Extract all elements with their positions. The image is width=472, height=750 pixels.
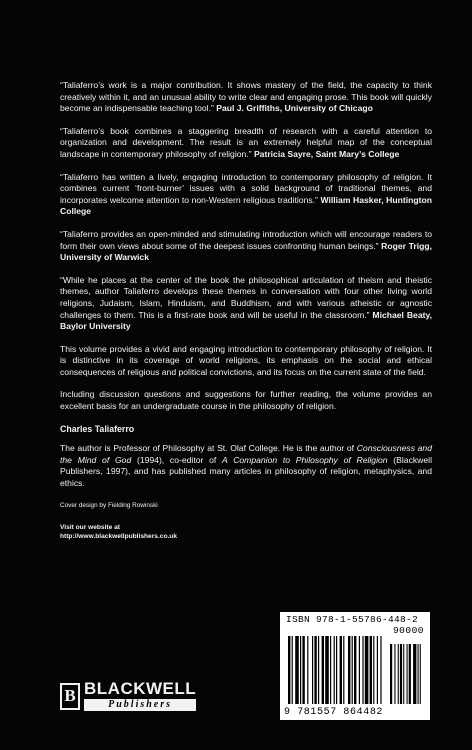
author-name: Charles Taliaferro	[60, 423, 135, 434]
barcode-bar	[340, 636, 342, 704]
addon-bar	[413, 644, 416, 704]
barcode-bar	[314, 636, 316, 704]
addon-bar	[398, 644, 399, 704]
book-title: A Companion to Philosophy of Religion	[222, 454, 388, 465]
publisher-subtitle: Publishers	[84, 699, 196, 711]
website-label: Visit our website at	[60, 524, 120, 532]
barcode-bar	[322, 636, 324, 704]
barcode-bars	[286, 626, 424, 706]
blurb-attribution: William Hasker, Huntington College	[60, 194, 432, 217]
blurb-attribution: Patricia Sayre, Saint Mary’s College	[253, 148, 400, 159]
description-paragraph: This volume provides a vivid and engaging introduction to contemporary philosophy of religion. It is distinctive in its coverage of world religions, its emphasis on the social and ethical consequences of religious and political convictions, and its focus on the current state of the field.	[60, 343, 432, 377]
blurb-3: “Taliaferro has written a lively, engaging introduction to contemporary philosophy of religion. It combines current ‘front-burner’ issues with a solid background of traditional themes, and incorporates welcome attention to non-Western religious traditions.” William Hasker, Huntington College	[60, 171, 432, 217]
barcode-bar	[377, 636, 378, 704]
barcode-bar	[373, 636, 374, 704]
publisher-logo-mark: B	[60, 683, 80, 710]
barcode-bar	[302, 636, 304, 704]
barcode	[280, 612, 430, 720]
barcode-bar	[312, 636, 313, 704]
barcode-bar	[365, 636, 369, 704]
barcode-bar	[336, 636, 337, 704]
barcode-bar	[380, 636, 381, 704]
blurb-1: “Taliaferro’s work is a major contribution. It shows mastery of the field, the capacity to think creatively within it, and an unusual ability to write clear and engaging prose. This book will quickly become an indispensable teaching tool.” Paul J. Griffiths, University of Chicago	[60, 80, 432, 114]
blurb-attribution: Roger Trigg, University of Warwick	[60, 240, 432, 263]
ean-number: 9 781557 864482	[284, 707, 384, 718]
barcode-bar	[343, 636, 344, 704]
price-addon: 90000	[392, 625, 424, 636]
author-bio: The author is Professor of Philosophy at St. Olaf College. He is the author of Consciousness and the Mind of God (1994), co-editor of A Companion to Philosophy of Religion (Blackwell Publishers, 1997), and has published many articles in philosophy of religion, metaphysics, and ethics.	[60, 443, 432, 489]
barcode-bar	[359, 636, 360, 704]
barcode-bar	[362, 636, 363, 704]
cover-design-credit: Cover design by Fielding Rowinski	[60, 501, 158, 509]
barcode-bar	[334, 636, 335, 704]
website-url[interactable]: http://www.blackwellpublishers.co.uk	[60, 533, 177, 541]
blurb-4: “Taliaferro provides an open-minded and stimulating introduction which will encourage readers to form their own views about some of the deepest issues confronting human beings.” Roger Trigg, University of Warwick	[60, 228, 432, 263]
barcode-bar	[348, 636, 350, 704]
description-paragraph: Including discussion questions and suggestions for further reading, the volume provides an excellent basis for an undergraduate course in the philosophy of religion.	[60, 389, 432, 412]
addon-bar	[403, 644, 404, 704]
barcode-bar	[300, 636, 301, 704]
addon-bar	[400, 644, 402, 704]
barcode-bar	[318, 636, 319, 704]
barcode-bar	[330, 636, 331, 704]
barcode-bar	[370, 636, 372, 704]
barcode-bar	[352, 636, 353, 704]
barcode-bar	[288, 636, 290, 704]
blurb-5: “While he places at the center of the book the philosophical articulation of theism and theistic themes, author Taliaferro develops these themes in conversation with four other living world religions, Judaism, Islam, Hinduism, and Buddhism, and with various atheistic or agnostic challenges to them. This is a first-rate book and will be useful in the classroom.” Michael Beaty, Baylor University	[60, 274, 432, 332]
back-cover-text	[60, 80, 432, 541]
barcode-bar	[354, 636, 356, 704]
barcode-bar	[295, 636, 299, 704]
blurb-2: “Taliaferro’s book combines a staggering breadth of research with a careful attention to organization and development. The result is an extremely helpful map of the conceptual landscape in contemporary philosophy of religion.” Patricia Sayre, Saint Mary’s College	[60, 125, 432, 159]
blurb-attribution: Michael Beaty, Baylor University	[60, 309, 432, 332]
addon-bar	[409, 644, 411, 704]
publisher-logo	[60, 681, 196, 711]
isbn-number: ISBN 978-1-55786-448-2	[286, 614, 419, 625]
addon-bar	[420, 644, 421, 704]
barcode-bar	[292, 636, 293, 704]
addon-bar	[418, 644, 419, 704]
barcode-bar	[307, 636, 308, 704]
blurb-attribution: Paul J. Griffiths, University of Chicago	[216, 103, 373, 114]
addon-bar	[390, 644, 392, 704]
barcode-bar	[325, 636, 329, 704]
book-title: Consciousness and the Mind of God	[60, 443, 432, 465]
addon-bar	[407, 644, 408, 704]
addon-bar	[394, 644, 395, 704]
publisher-name: BLACKWELL	[84, 679, 197, 698]
